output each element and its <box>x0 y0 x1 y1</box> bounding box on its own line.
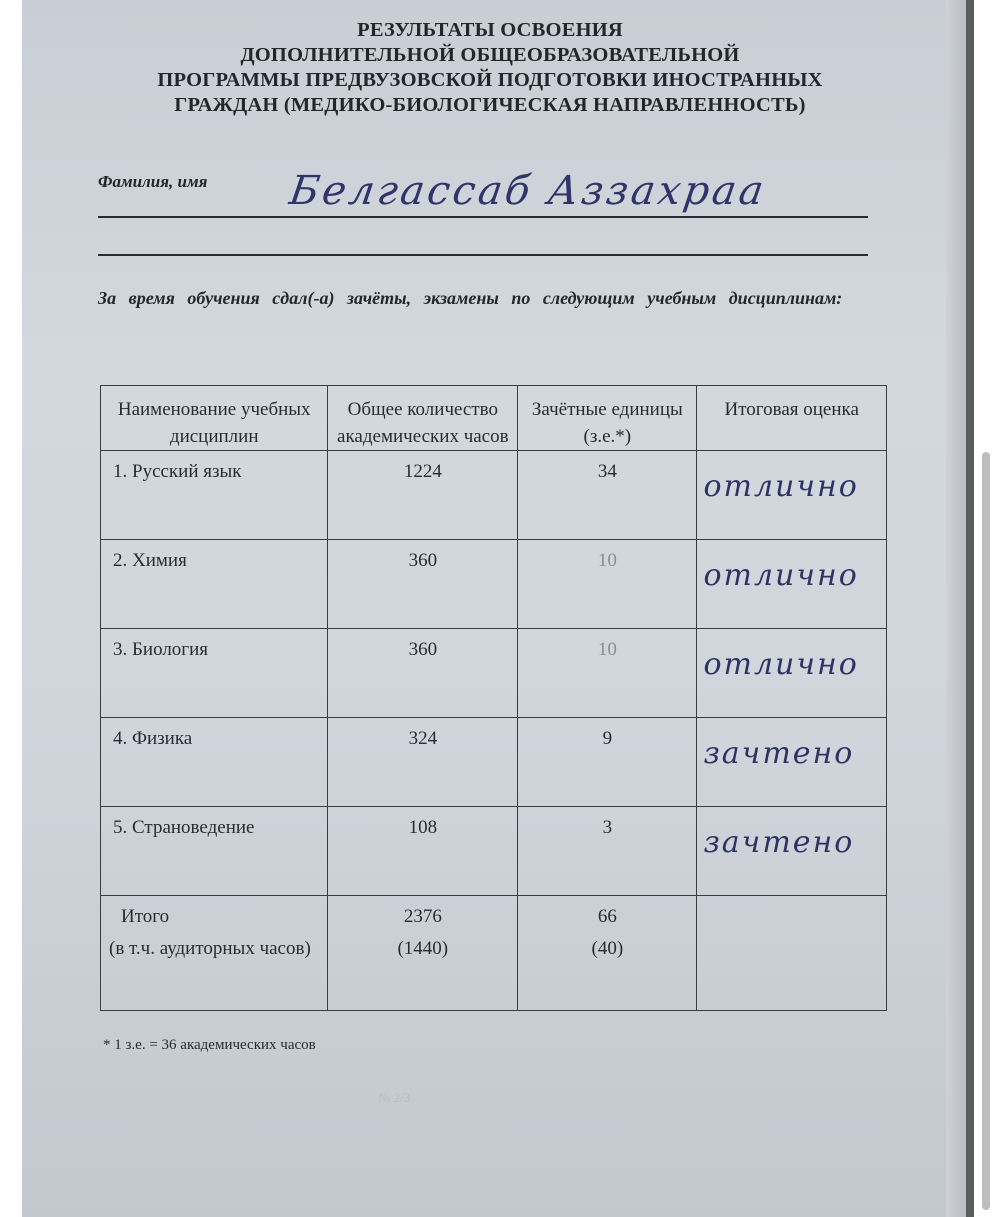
grade-handwritten: отлично <box>697 451 887 540</box>
title-line-3: ПРОГРАММЫ ПРЕДВУЗОВСКОЙ ПОДГОТОВКИ ИНОСТРАННЫХ <box>157 69 823 91</box>
background-strip <box>966 0 974 1217</box>
name-underline-1 <box>98 216 868 218</box>
units-value: 10 <box>518 540 697 629</box>
grade-handwritten: отлично <box>697 540 887 629</box>
units-value: 3 <box>518 807 697 896</box>
title-line-4: ГРАЖДАН (МЕДИКО-БИОЛОГИЧЕСКАЯ НАПРАВЛЕННОСТЬ) <box>174 94 806 116</box>
grade-handwritten: зачтено <box>697 807 887 896</box>
hours-value: 108 <box>328 807 518 896</box>
grades-table <box>100 385 887 1011</box>
hours-value: 324 <box>328 718 518 807</box>
header-grade: Итоговая оценка <box>697 386 887 451</box>
discipline-name: 4. Физика <box>101 718 328 807</box>
name-label: Фамилия, имя <box>98 172 208 191</box>
header-hours: Общее количество академических часов <box>328 386 518 451</box>
total-grade-cell <box>697 896 887 1011</box>
hours-value: 1224 <box>328 451 518 540</box>
total-hours-cell <box>328 896 518 1011</box>
footnote: * 1 з.е. = 36 академических часов <box>103 1037 316 1053</box>
total-label-cell <box>101 896 328 1011</box>
discipline-name: 2. Химия <box>101 540 328 629</box>
total-label: Итого <box>121 906 170 927</box>
name-handwritten: Белгассаб Аззахраа <box>286 168 770 214</box>
grade-handwritten: зачтено <box>697 718 887 807</box>
table-total-row <box>101 896 887 1011</box>
total-hours: 2376 <box>403 906 442 927</box>
intro-text: За время обучения сдал(-а) зачёты, экзамены по следующим учебным дисциплинам: <box>98 288 843 308</box>
table-header-row <box>101 386 887 451</box>
header-units: Зачётные единицы (з.е.*) <box>518 386 697 451</box>
total-sub-label: (в т.ч. аудиторных часов) <box>109 938 311 959</box>
hours-value: 360 <box>328 540 518 629</box>
page-number: № 2/3 <box>378 1090 411 1105</box>
total-hours-sub: (1440) <box>397 938 449 959</box>
table-row <box>101 540 887 629</box>
units-value: 34 <box>518 451 697 540</box>
vertical-scrollbar[interactable] <box>982 452 990 1210</box>
grade-handwritten: отлично <box>697 629 887 718</box>
total-units-sub: (40) <box>591 938 624 959</box>
discipline-name: 3. Биология <box>101 629 328 718</box>
name-underline-2 <box>98 254 868 256</box>
table-row <box>101 807 887 896</box>
table-row <box>101 451 887 540</box>
table-row <box>101 718 887 807</box>
hours-value: 360 <box>328 629 518 718</box>
discipline-name: 1. Русский язык <box>101 451 328 540</box>
total-units-cell <box>518 896 697 1011</box>
units-value: 10 <box>518 629 697 718</box>
title-line-1: РЕЗУЛЬТАТЫ ОСВОЕНИЯ <box>357 19 623 41</box>
units-value: 9 <box>518 718 697 807</box>
document-title <box>100 18 880 118</box>
total-units: 66 <box>597 906 617 927</box>
sheet-edge-shadow <box>946 0 966 1217</box>
table-row <box>101 629 887 718</box>
header-discipline: Наименование учебных дисциплин <box>101 386 328 451</box>
discipline-name: 5. Страноведение <box>101 807 328 896</box>
title-line-2: ДОПОЛНИТЕЛЬНОЙ ОБЩЕОБРАЗОВАТЕЛЬНОЙ <box>240 44 740 66</box>
